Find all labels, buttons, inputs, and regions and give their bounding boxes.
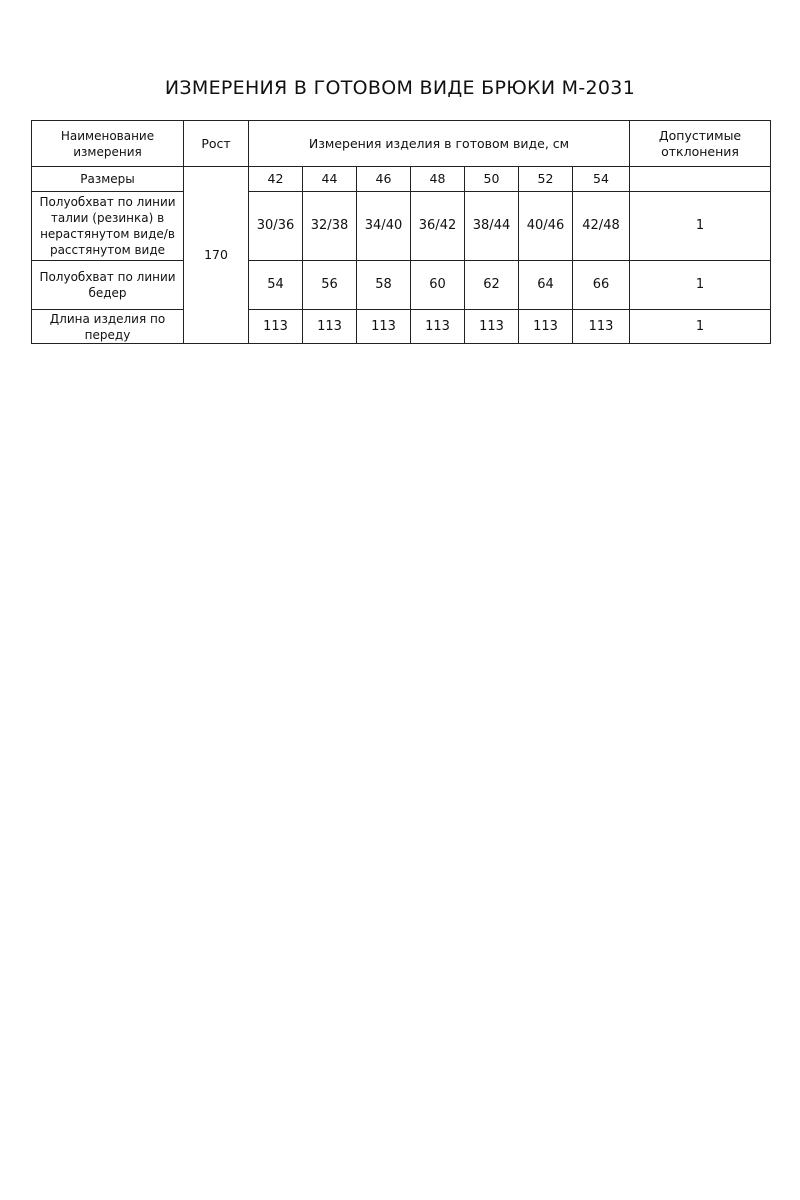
value-cell: 54: [249, 261, 303, 310]
value-cell: 58: [357, 261, 411, 310]
row-label-length: Длина изделия по переду: [32, 310, 184, 344]
value-cell: 38/44: [465, 192, 519, 261]
table-row: [32, 310, 771, 344]
tolerance-cell: 1: [630, 192, 771, 261]
value-cell: 113: [249, 310, 303, 344]
value-cell: 113: [411, 310, 465, 344]
value-cell: 32/38: [303, 192, 357, 261]
header-growth-cell: Рост: [184, 121, 249, 167]
value-cell: 42/48: [573, 192, 630, 261]
value-cell: 36/42: [411, 192, 465, 261]
value-cell: 62: [465, 261, 519, 310]
value-cell: 113: [303, 310, 357, 344]
sizes-row: [32, 167, 771, 192]
header-tolerance-cell: Допустимые отклонения: [630, 121, 771, 167]
row-label-waist: Полуобхват по линии талии (резинка) в нерастянутом виде/в расстянутом виде: [32, 192, 184, 261]
size-cell: 46: [357, 167, 411, 192]
row-label-hips: Полуобхват по линии бедер: [32, 261, 184, 310]
value-cell: 66: [573, 261, 630, 310]
value-cell: 113: [357, 310, 411, 344]
size-cell: 44: [303, 167, 357, 192]
size-cell: 42: [249, 167, 303, 192]
sizes-tolerance-cell: [630, 167, 771, 192]
header-measurements-cell: Измерения изделия в готовом виде, см: [249, 121, 630, 167]
size-cell: 52: [519, 167, 573, 192]
tolerance-cell: 1: [630, 310, 771, 344]
value-cell: 113: [519, 310, 573, 344]
page-title: ИЗМЕРЕНИЯ В ГОТОВОМ ВИДЕ БРЮКИ М-2031: [164, 77, 636, 99]
size-cell: 50: [465, 167, 519, 192]
header-name-cell: Наименование измерения: [32, 121, 184, 167]
value-cell: 40/46: [519, 192, 573, 261]
header-row: [32, 121, 771, 167]
growth-value-cell: 170: [184, 167, 249, 344]
table-row: [32, 192, 771, 261]
tolerance-cell: 1: [630, 261, 771, 310]
value-cell: 56: [303, 261, 357, 310]
value-cell: 113: [573, 310, 630, 344]
measurements-table: [31, 120, 771, 344]
table-row: [32, 261, 771, 310]
value-cell: 30/36: [249, 192, 303, 261]
value-cell: 113: [465, 310, 519, 344]
size-cell: 54: [573, 167, 630, 192]
value-cell: 60: [411, 261, 465, 310]
size-cell: 48: [411, 167, 465, 192]
value-cell: 34/40: [357, 192, 411, 261]
sizes-label-cell: Размеры: [32, 167, 184, 192]
value-cell: 64: [519, 261, 573, 310]
